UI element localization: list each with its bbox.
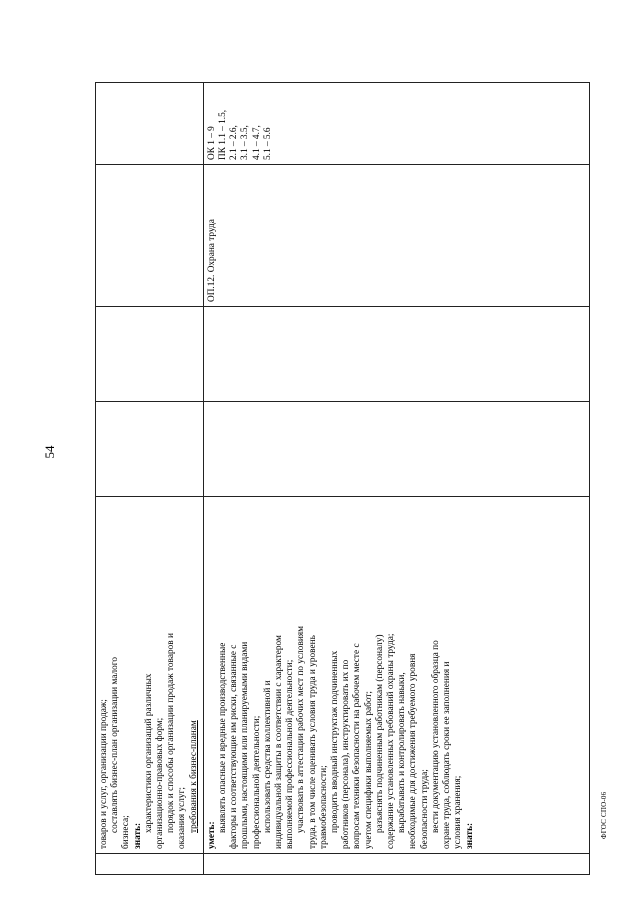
competency-code: 4.1 – 4.7,	[251, 125, 262, 160]
content-line: организационно-правовых форм;	[155, 717, 166, 849]
competency-code: ПК 1.1 – 1.5,	[218, 109, 229, 160]
content-line: выполняемой профессиональной деятельности;	[285, 659, 296, 849]
content-line: труда, в том числе оценивать условия труда и уровень	[307, 635, 318, 849]
content-line: вырабатывать и контролировать навыки,	[397, 672, 408, 833]
document-code: ФГОС СПО-06	[600, 791, 608, 839]
module-cell	[96, 165, 204, 307]
table-row	[96, 83, 204, 875]
content-line: требования к бизнес-планам	[188, 720, 199, 833]
content-line: охране труда, соблюдать сроки ее заполнения и	[442, 661, 453, 849]
competency-code: 2.1 – 2.6,	[229, 125, 240, 160]
content-line: характеристики организаций различных	[143, 673, 154, 833]
content-line: безопасности труда;	[419, 769, 430, 849]
module-name: ОП.12. Охрана труда	[206, 219, 217, 302]
competency-code: ОК 1 – 9	[206, 126, 217, 160]
content-line: оказания услуг;	[177, 787, 188, 849]
content-line: прошлыми, настоящими или планируемыми видами	[240, 641, 251, 849]
codes-cell	[203, 83, 589, 165]
empty-cell	[96, 307, 204, 402]
content-line: составлять бизнес-план организации малого	[110, 656, 121, 833]
content-cell	[96, 497, 204, 854]
module-cell	[203, 165, 589, 307]
content-line: бизнеса;	[121, 815, 132, 849]
content-line: товаров и услуг, организации продаж;	[99, 699, 109, 849]
empty-cell	[96, 402, 204, 497]
section-heading: знать:	[464, 822, 475, 849]
empty-index-cell	[203, 854, 589, 875]
content-line: использовать средства коллективной и	[262, 680, 273, 833]
content-line: участвовать в аттестации рабочих мест по условиям	[296, 626, 307, 833]
content-line: проводить вводный инструктаж подчиненных	[330, 650, 341, 833]
empty-cell	[203, 402, 589, 497]
empty-cell	[203, 307, 589, 402]
table-row	[203, 83, 589, 875]
content-line: индивидуальной защиты в соответствии с характером	[274, 635, 285, 849]
competency-code: 3.1 – 3.5,	[240, 125, 251, 160]
content-line: факторы и соответствующие им риски, связанные с	[229, 644, 240, 849]
content-line: содержание установленных требований охраны труда;	[386, 633, 397, 849]
content-line: работников (персонала), инструктировать их по	[341, 659, 352, 849]
content-line: необходимые для достижения требуемого уровня	[408, 653, 419, 849]
competency-code: 5.1 – 5.6	[262, 127, 273, 160]
content-line: условия хранения;	[453, 775, 464, 849]
content-line: учетом специфики выполняемых работ;	[363, 691, 374, 849]
section-heading: уметь:	[206, 821, 217, 849]
content-line: профессиональной деятельности;	[251, 715, 262, 849]
empty-index-cell	[96, 854, 204, 875]
codes-cell	[96, 83, 204, 165]
content-line: вопросам техники безопасности на рабочем месте с	[352, 643, 363, 849]
content-cell	[203, 497, 589, 854]
content-line: разъяснять подчиненным работникам (персоналу)	[374, 634, 385, 833]
content-line: порядок и способы организации продаж товаров и	[166, 633, 177, 833]
content-line: травмобезопасности;	[318, 765, 329, 849]
curriculum-table	[95, 82, 590, 875]
page-number: 54	[42, 445, 57, 459]
section-heading: знать:	[132, 822, 143, 849]
content-line: вести документацию установленного образца по	[430, 640, 441, 833]
content-line: выявлять опасные и вредные производственные	[218, 642, 229, 833]
